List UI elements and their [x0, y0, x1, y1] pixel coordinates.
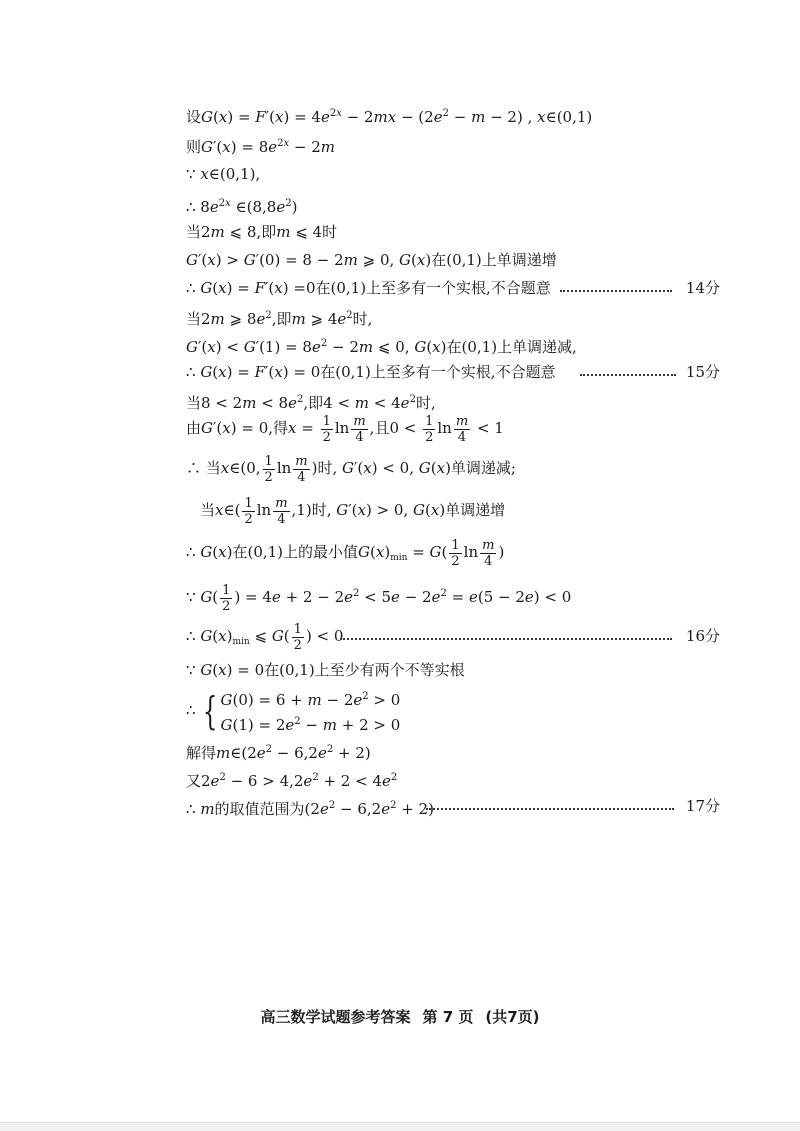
system-eq-2: $G(1) = 2e^2 - m + 2 > 0$	[220, 716, 401, 734]
line-21: 又$2e^2 - 6 > 4,2e^2 + 2 < 4e^2$	[186, 772, 398, 790]
line-12: 由G′(x) = 0,得x = $\frac{1}{2}$ ln $\frac{m}{4}$ ,且0 < $\frac{1}{2}$ ln $\frac{m}{4}$ < 1	[186, 413, 504, 445]
line-14: 当x∈( $\frac{1}{2}$ ln $\frac{m}{4}$ ,1)时, G′(x) > 0, G(x)单调递增	[200, 495, 506, 527]
page-footer	[0, 1006, 800, 1027]
line-5: 当2m ⩽ 8,即m ⩽ 4时	[186, 223, 338, 241]
line-15: ∴ G(x)在(0,1)上的最小值$G(x)_{min} = G$( $\frac{1}{2}$ ln $\frac{m}{4}$ )	[186, 537, 505, 569]
line-16: ∵ G( $\frac{1}{2}$ ) = $4e + 2 - 2e^2 < 5e - 2e^2 = e(5 - 2e) < 0$	[186, 582, 572, 614]
line-8: 当2m ⩾ $8e^2$,即m ⩾ $4e^2$时,	[186, 310, 373, 328]
line-18: ∵ G(x) = 0在(0,1)上至少有两个不等实根	[186, 661, 465, 679]
line-10: ∴ G(x) = F′(x) = 0在(0,1)上至多有一个实根,不合题意	[186, 363, 556, 381]
footer-total-pages: (共7页)	[485, 1008, 540, 1026]
dot-leader-14	[560, 290, 672, 292]
score-15: 15分	[685, 363, 720, 381]
line-6: G′(x) > G′(0) = 8 − 2m ⩾ 0, G(x)在(0,1)上单调递增	[186, 251, 557, 269]
footer-page-number: 第 7 页	[422, 1008, 474, 1026]
brace-icon: {	[203, 689, 218, 733]
line-4: ∴ $8e^{2x}$ $\in(8,8e^2)$	[186, 198, 298, 216]
score-16: 16分	[685, 627, 720, 645]
line-22: ∴ m的取值范围为$(2e^2 - 6,2e^2 + 2)$	[186, 800, 434, 818]
line-7: ∴ G(x) = F′(x) =0在(0,1)上至多有一个实根,不合题意	[186, 279, 551, 297]
score-17: 17分	[685, 797, 720, 815]
line-19-system: ∴ { $G(0) = 6 + m - 2e^2 > 0$ $G(1) = 2e^2 - m + 2 > 0$	[186, 686, 400, 736]
line-13: ∴ 当x∈(0, $\frac{1}{2}$ ln $\frac{m}{4}$ )时, G′(x) < 0, G(x)单调递减;	[186, 453, 516, 485]
line-11: 当$8 < 2m < 8e^2$,即$4 < m < 4e^2$时,	[186, 394, 436, 412]
dot-leader-15	[580, 374, 676, 376]
score-14: 14分	[685, 279, 720, 297]
dot-leader-17	[426, 808, 674, 810]
line-9: $G'(x) < G'(1) = 8e^2 - 2m$ ⩽ 0, G(x)在(0,1)上单调递减,	[186, 338, 577, 356]
system-eq-1: $G(0) = 6 + m - 2e^2 > 0$	[220, 691, 401, 709]
dot-leader-16	[340, 638, 672, 640]
footer-title: 高三数学试题参考答案	[260, 1008, 411, 1026]
line-1: 设$G(x) = F'(x) = 4e^{2x} - 2mx - (2e^2 - m - 2)$ , x∈(0,1)	[186, 108, 593, 126]
line-17: ∴ $G(x)_{min}$ ⩽ G( $\frac{1}{2}$ ) < 0	[186, 621, 344, 653]
line-2: 则$G'(x) = 8e^{2x} - 2m$	[186, 138, 336, 156]
line-20: 解得$m\in(2e^2 - 6,2e^2 + 2)$	[186, 744, 371, 762]
line-3: ∵ x∈(0,1),	[186, 165, 261, 183]
